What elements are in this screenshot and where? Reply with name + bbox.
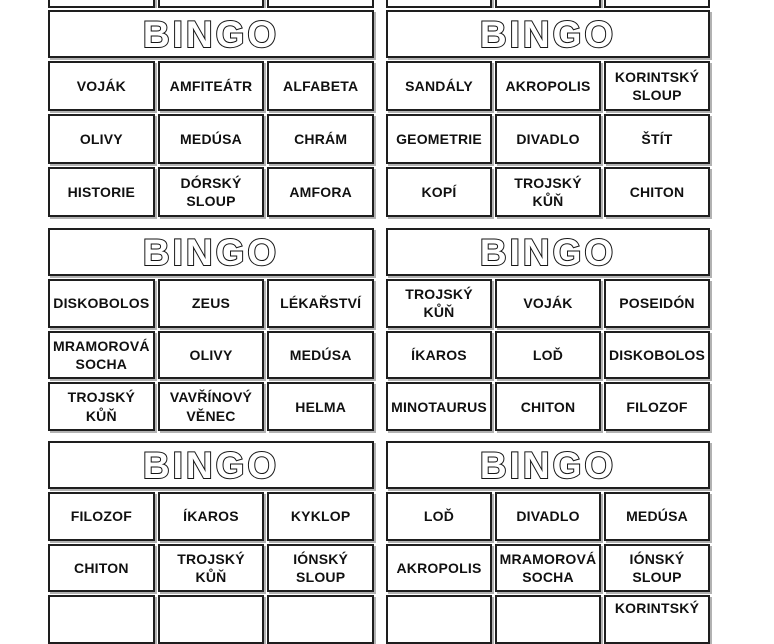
bingo-cell: DIVADLO — [495, 492, 601, 541]
bingo-cell: MRAMOROVÁ SOCHA — [48, 331, 155, 380]
bingo-cell: GEOMETRIE — [386, 114, 492, 164]
clipped-card-stub-top-left — [48, 0, 374, 8]
bingo-cell: MRAMOROVÁ SOCHA — [495, 544, 601, 593]
bingo-cell: CHITON — [604, 167, 710, 217]
bingo-cell: DISKOBOLOS — [604, 331, 710, 380]
bingo-cell: AKROPOLIS — [495, 61, 601, 111]
bingo-title: BINGO — [142, 444, 280, 486]
bingo-cell: MINOTAURUS — [386, 382, 492, 431]
bingo-card-header — [386, 10, 710, 58]
bingo-cell: KORINTSKÝ SLOUP — [604, 61, 710, 111]
clipped-card-stub-top-right — [386, 0, 710, 8]
bingo-cell — [267, 595, 374, 644]
clipped-bingo-cell — [386, 0, 492, 8]
bingo-cell: DÓRSKÝ SLOUP — [158, 167, 265, 217]
bingo-title: BINGO — [479, 13, 617, 55]
bingo-cell: LOĎ — [495, 331, 601, 380]
bingo-cell: FILOZOF — [604, 382, 710, 431]
bingo-card — [386, 228, 710, 431]
bingo-card — [48, 228, 374, 431]
bingo-cell: KYKLOP — [267, 492, 374, 541]
bingo-cell: OLIVY — [48, 114, 155, 164]
bingo-cell: IÓNSKÝ SLOUP — [267, 544, 374, 593]
bingo-cell: MEDÚSA — [604, 492, 710, 541]
bingo-cell — [48, 595, 155, 644]
bingo-card-header — [48, 228, 374, 276]
bingo-cell: KOPÍ — [386, 167, 492, 217]
bingo-title: BINGO — [479, 444, 617, 486]
bingo-cell: TROJSKÝ KŮŇ — [495, 167, 601, 217]
clipped-card-stub-grid — [48, 0, 374, 8]
bingo-cell: TROJSKÝ KŮŇ — [386, 279, 492, 328]
clipped-bingo-cell — [604, 0, 710, 8]
bingo-card-header — [386, 228, 710, 276]
bingo-cell: TROJSKÝ KŮŇ — [158, 544, 265, 593]
bingo-cell: MEDÚSA — [158, 114, 265, 164]
bingo-cell: CHITON — [495, 382, 601, 431]
bingo-cell: KORINTSKÝ — [604, 595, 710, 644]
clipped-bingo-cell — [495, 0, 601, 8]
bingo-cell: LÉKAŘSTVÍ — [267, 279, 374, 328]
bingo-cell: AMFORA — [267, 167, 374, 217]
bingo-card-header — [386, 441, 710, 489]
bingo-cell: VAVŘÍNOVÝ VĚNEC — [158, 382, 265, 431]
bingo-title: BINGO — [142, 231, 280, 273]
bingo-cell: CHRÁM — [267, 114, 374, 164]
clipped-bingo-cell — [48, 0, 155, 8]
bingo-cell: OLIVY — [158, 331, 265, 380]
bingo-cell: POSEIDÓN — [604, 279, 710, 328]
bingo-card-header — [48, 10, 374, 58]
bingo-cell — [386, 595, 492, 644]
bingo-cell: VOJÁK — [495, 279, 601, 328]
bingo-cell: ALFABETA — [267, 61, 374, 111]
bingo-card — [386, 10, 710, 217]
clipped-card-stub-grid — [386, 0, 710, 8]
bingo-cell: ÍKAROS — [386, 331, 492, 380]
bingo-title: BINGO — [142, 13, 280, 55]
clipped-bingo-cell — [158, 0, 265, 8]
bingo-cell: AKROPOLIS — [386, 544, 492, 593]
bingo-cell: DIVADLO — [495, 114, 601, 164]
bingo-card — [48, 10, 374, 217]
bingo-card-header — [48, 441, 374, 489]
bingo-title: BINGO — [479, 231, 617, 273]
bingo-card — [48, 441, 374, 644]
bingo-cell: ŠTÍT — [604, 114, 710, 164]
clipped-bingo-cell — [267, 0, 374, 8]
bingo-card — [386, 441, 710, 644]
bingo-cell: MEDÚSA — [267, 331, 374, 380]
bingo-cell — [158, 595, 265, 644]
bingo-cell: HISTORIE — [48, 167, 155, 217]
bingo-cell: IÓNSKÝ SLOUP — [604, 544, 710, 593]
bingo-cell — [495, 595, 601, 644]
bingo-cell: HELMA — [267, 382, 374, 431]
bingo-cell: FILOZOF — [48, 492, 155, 541]
bingo-cell: ÍKAROS — [158, 492, 265, 541]
bingo-cell: AMFITEÁTR — [158, 61, 265, 111]
bingo-cell: TROJSKÝ KŮŇ — [48, 382, 155, 431]
bingo-cell: ZEUS — [158, 279, 265, 328]
bingo-cell: SANDÁLY — [386, 61, 492, 111]
bingo-cell: VOJÁK — [48, 61, 155, 111]
bingo-cell: LOĎ — [386, 492, 492, 541]
bingo-cell: DISKOBOLOS — [48, 279, 155, 328]
bingo-cell: CHITON — [48, 544, 155, 593]
